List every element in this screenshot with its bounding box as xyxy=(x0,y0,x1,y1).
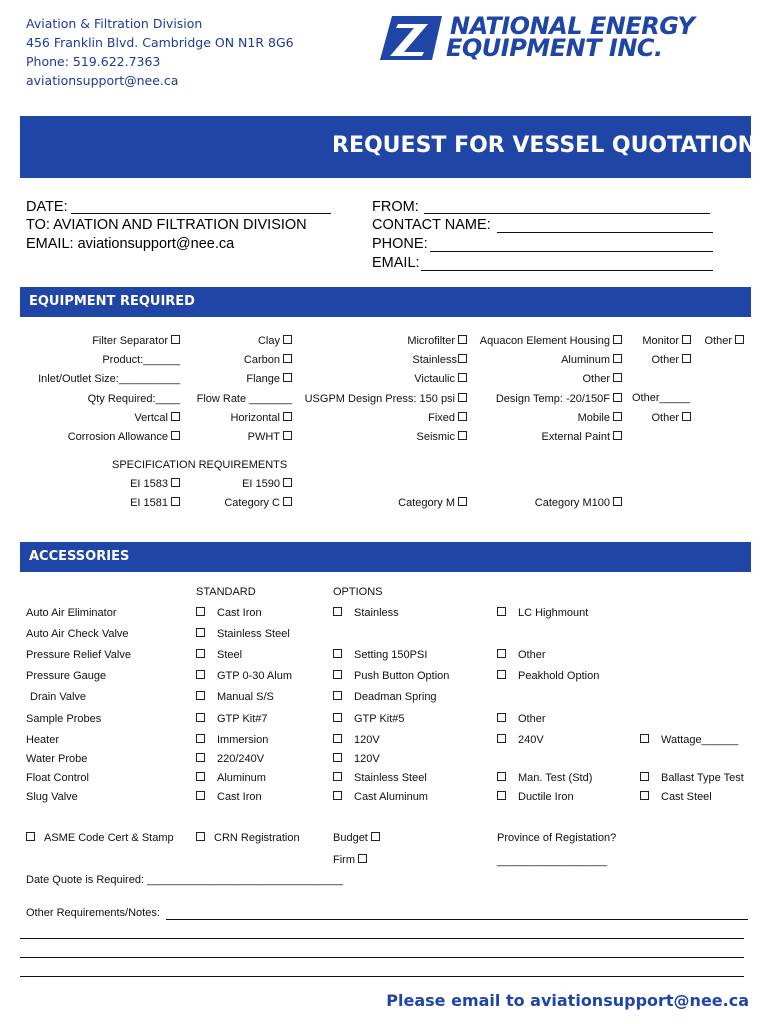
checkbox-icon xyxy=(458,393,467,402)
accessory-option-label: Immersion xyxy=(217,734,269,746)
accessory-option-label: Stainless xyxy=(354,607,399,619)
crn-option[interactable]: CRN Registration xyxy=(196,832,300,844)
checkbox-icon xyxy=(26,832,35,841)
checkbox-icon xyxy=(613,354,622,363)
contact-name-input-line[interactable] xyxy=(497,232,713,233)
checkbox-icon xyxy=(333,753,342,762)
accessory-option[interactable] xyxy=(333,753,380,765)
checkbox-icon xyxy=(458,412,467,421)
seismic-option[interactable]: Seismic xyxy=(416,431,467,443)
other-option[interactable]: Other xyxy=(651,354,691,366)
address-line: Phone: 519.622.7363 xyxy=(26,54,161,69)
accessory-label: Heater xyxy=(26,734,60,746)
from-input-line[interactable] xyxy=(424,213,710,214)
checkbox-icon xyxy=(497,713,506,722)
checkbox-icon xyxy=(458,373,467,382)
date-label: DATE: xyxy=(26,199,68,215)
accessory-option-label: Cast Iron xyxy=(217,607,262,619)
date-required-field[interactable]: Date Quote is Required: ________________________________ xyxy=(26,874,343,886)
accessory-option[interactable] xyxy=(196,670,292,682)
asme-option[interactable]: ASME Code Cert & Stamp xyxy=(26,832,174,844)
checkbox-icon xyxy=(458,335,467,344)
accessory-option[interactable] xyxy=(497,607,588,619)
accessory-option[interactable] xyxy=(196,607,262,619)
checkbox-icon xyxy=(196,791,205,800)
accessory-option[interactable] xyxy=(333,649,427,661)
from-label: FROM: xyxy=(372,199,419,215)
flow-rate-field[interactable]: Flow Rate _______ xyxy=(196,393,292,405)
equipment-title: EQUIPMENT REQUIRED xyxy=(29,294,195,309)
checkbox-icon xyxy=(171,431,180,440)
checkbox-icon xyxy=(283,478,292,487)
checkbox-icon xyxy=(171,478,180,487)
other-option[interactable]: Other xyxy=(704,335,744,347)
external-paint-option[interactable]: External Paint xyxy=(542,431,622,443)
accessory-option-label: 240V xyxy=(518,734,544,746)
corrosion-allowance-option[interactable]: Corrosion Allowance xyxy=(68,431,180,443)
checkbox-icon xyxy=(497,772,506,781)
accessory-option-label: 120V xyxy=(354,753,380,765)
checkbox-icon xyxy=(613,497,622,506)
accessory-option-label: GTP Kit#5 xyxy=(354,713,405,725)
checkbox-icon xyxy=(333,772,342,781)
checkbox-icon xyxy=(283,412,292,421)
accessory-option-label: Cast Steel xyxy=(661,791,712,803)
accessory-option[interactable] xyxy=(333,772,427,784)
checkbox-icon xyxy=(196,753,205,762)
logo-line-1: NATIONAL ENERGY xyxy=(450,12,695,40)
accessories-title: ACCESSORIES xyxy=(29,549,130,564)
aquacon-option[interactable]: Aquacon Element Housing xyxy=(480,335,622,347)
firm-option[interactable]: Firm xyxy=(333,854,367,866)
design-press-option[interactable]: USGPM Design Press: 150 psi xyxy=(305,393,467,405)
flange-option[interactable]: Flange xyxy=(246,373,292,385)
checkbox-icon xyxy=(497,607,506,616)
phone-label: PHONE: xyxy=(372,236,428,252)
other-option[interactable]: Other xyxy=(582,373,622,385)
checkbox-icon xyxy=(283,431,292,440)
accessory-option[interactable] xyxy=(333,791,428,803)
checkbox-icon xyxy=(283,335,292,344)
category-m100-option[interactable]: Category M100 xyxy=(535,497,622,509)
checkbox-icon xyxy=(196,772,205,781)
checkbox-icon xyxy=(682,412,691,421)
checkbox-icon xyxy=(640,772,649,781)
accessory-option-label: 220/240V xyxy=(217,753,265,765)
checkbox-icon xyxy=(371,832,380,841)
accessory-option[interactable] xyxy=(333,713,405,725)
ei1590-option[interactable]: EI 1590 xyxy=(242,478,292,490)
equipment-band xyxy=(20,287,751,317)
checkbox-icon xyxy=(196,670,205,679)
category-c-option[interactable]: Category C xyxy=(224,497,292,509)
checkbox-icon xyxy=(613,373,622,382)
accessory-option[interactable] xyxy=(196,691,274,703)
checkbox-icon xyxy=(171,335,180,344)
checkbox-icon xyxy=(333,713,342,722)
province-field[interactable]: __________________ xyxy=(497,855,608,867)
accessory-option[interactable] xyxy=(497,649,546,661)
notes-line[interactable] xyxy=(166,919,748,920)
accessory-option[interactable] xyxy=(196,628,290,640)
checkbox-icon xyxy=(171,412,180,421)
to-label: TO: AVIATION AND FILTRATION DIVISION xyxy=(26,217,307,233)
checkbox-icon xyxy=(613,335,622,344)
accessory-label: Water Probe xyxy=(26,753,88,765)
accessory-option-label: Ballast Type Test xyxy=(661,772,744,784)
accessory-option[interactable] xyxy=(640,791,712,803)
accessory-label: Auto Air Eliminator xyxy=(26,607,117,619)
logo-line-2: EQUIPMENT INC. xyxy=(446,34,663,62)
accessory-option[interactable] xyxy=(333,670,449,682)
pwht-option[interactable]: PWHT xyxy=(248,431,292,443)
accessory-label: Float Control xyxy=(26,772,89,784)
filter-separator-option[interactable]: Filter Separator xyxy=(92,335,180,347)
options-column-header: OPTIONS xyxy=(333,586,383,598)
checkbox-icon xyxy=(333,670,342,679)
accessory-label: Pressure Gauge xyxy=(26,670,107,682)
accessory-option-label: Aluminum xyxy=(217,772,266,784)
accessory-option-label: Stainless Steel xyxy=(217,628,290,640)
date-input-line[interactable] xyxy=(71,213,331,214)
accessory-label: Pressure Relief Valve xyxy=(26,649,131,661)
checkbox-icon xyxy=(613,431,622,440)
mobile-option[interactable]: Mobile xyxy=(578,412,622,424)
accessory-option-label: Other xyxy=(518,649,546,661)
aluminum-option[interactable]: Aluminum xyxy=(561,354,622,366)
product-field[interactable]: Product:______ xyxy=(102,354,180,366)
checkbox-icon xyxy=(283,497,292,506)
accessory-option[interactable] xyxy=(196,753,264,765)
checkbox-icon xyxy=(497,670,506,679)
checkbox-icon xyxy=(682,354,691,363)
accessory-option-label: Stainless Steel xyxy=(354,772,427,784)
carbon-option[interactable]: Carbon xyxy=(244,354,292,366)
province-label: Province of Registation? xyxy=(497,832,617,844)
accessory-option[interactable] xyxy=(333,607,399,619)
accessory-option[interactable] xyxy=(497,713,546,725)
accessory-option-label: Deadman Spring xyxy=(354,691,437,703)
accessory-option[interactable] xyxy=(196,772,266,784)
accessory-option[interactable] xyxy=(333,734,380,746)
checkbox-icon xyxy=(458,431,467,440)
accessory-option-label: GTP Kit#7 xyxy=(217,713,268,725)
checkbox-icon xyxy=(196,628,205,637)
checkbox-icon xyxy=(283,373,292,382)
checkbox-icon xyxy=(458,354,467,363)
checkbox-icon xyxy=(640,791,649,800)
accessory-option[interactable] xyxy=(196,791,262,803)
clay-option[interactable]: Clay xyxy=(258,335,292,347)
other-field[interactable]: Other_____ xyxy=(632,392,691,404)
checkbox-icon xyxy=(333,691,342,700)
spec-title: SPECIFICATION REQUIREMENTS xyxy=(112,459,288,471)
notes-line[interactable] xyxy=(20,957,744,958)
checkbox-icon xyxy=(497,791,506,800)
accessory-option[interactable] xyxy=(497,734,544,746)
accessory-option-label: Push Button Option xyxy=(354,670,450,682)
fixed-option[interactable]: Fixed xyxy=(428,412,467,424)
microfilter-option[interactable]: Microfilter xyxy=(407,335,467,347)
ei1581-option[interactable]: EI 1581 xyxy=(130,497,180,509)
budget-option[interactable]: Budget xyxy=(333,832,380,844)
title-band xyxy=(20,116,757,178)
category-m-option[interactable]: Category M xyxy=(398,497,467,509)
accessory-option[interactable] xyxy=(333,691,437,703)
accessory-option[interactable] xyxy=(497,670,599,682)
accessory-option-label: Man. Test (Std) xyxy=(518,772,593,784)
design-temp-option[interactable]: Design Temp: -20/150F xyxy=(496,393,622,405)
checkbox-icon xyxy=(613,412,622,421)
page-title: REQUEST FOR VESSEL QUOTATION xyxy=(332,133,757,158)
email-label: EMAIL: aviationsupport@nee.ca xyxy=(26,236,235,252)
checkbox-icon xyxy=(196,832,205,841)
checkbox-icon xyxy=(682,335,691,344)
other-option[interactable]: Other xyxy=(651,412,691,424)
accessory-option[interactable] xyxy=(640,734,738,746)
accessory-label: Slug Valve xyxy=(26,791,78,803)
checkbox-icon xyxy=(196,713,205,722)
accessory-option[interactable] xyxy=(497,791,574,803)
accessory-label: Sample Probes xyxy=(26,713,102,725)
vertical-option[interactable]: Vertcal xyxy=(134,412,180,424)
checkbox-icon xyxy=(333,607,342,616)
accessory-option[interactable] xyxy=(640,772,744,784)
checkbox-icon xyxy=(333,791,342,800)
accessory-option[interactable] xyxy=(196,713,268,725)
checkbox-icon xyxy=(196,607,205,616)
accessory-option-label: Other xyxy=(518,713,546,725)
checkbox-icon xyxy=(196,649,205,658)
ei1583-option[interactable]: EI 1583 xyxy=(130,478,180,490)
checkbox-icon xyxy=(497,649,506,658)
address-line: aviationsupport@nee.ca xyxy=(26,73,179,88)
accessory-option-label: Peakhold Option xyxy=(518,670,600,682)
inlet-outlet-field[interactable]: Inlet/Outlet Size:__________ xyxy=(38,373,180,385)
checkbox-icon xyxy=(283,354,292,363)
accessory-option-label: Ductile Iron xyxy=(518,791,574,803)
qty-required-field[interactable]: Qty Required:____ xyxy=(87,393,180,405)
checkbox-icon xyxy=(497,734,506,743)
accessory-option[interactable] xyxy=(196,649,242,661)
accessory-option[interactable] xyxy=(497,772,592,784)
accessory-label: Auto Air Check Valve xyxy=(26,628,129,640)
notes-line[interactable] xyxy=(20,938,744,939)
contact-name-label: CONTACT NAME: xyxy=(372,217,491,233)
checkbox-icon xyxy=(171,497,180,506)
accessories-band xyxy=(20,542,751,572)
email2-label: EMAIL: xyxy=(372,255,420,271)
accessory-option-label: GTP 0-30 Alum xyxy=(217,670,292,682)
checkbox-icon xyxy=(333,734,342,743)
checkbox-icon xyxy=(458,497,467,506)
phone-input-line[interactable] xyxy=(430,251,713,252)
checkbox-icon xyxy=(613,393,622,402)
standard-column-header: STANDARD xyxy=(196,586,256,598)
checkbox-icon xyxy=(196,734,205,743)
address-block xyxy=(26,14,294,90)
accessory-option-label: Steel xyxy=(217,649,243,661)
accessory-label: Drain Valve xyxy=(30,691,87,703)
accessory-option-label: LC Highmount xyxy=(518,607,589,619)
accessory-option-label: Setting 150PSI xyxy=(354,649,428,661)
email2-input-line[interactable] xyxy=(421,270,713,271)
victaulic-option[interactable]: Victaulic xyxy=(414,373,467,385)
horizontal-option[interactable]: Horizontal xyxy=(230,412,292,424)
monitor-option[interactable]: Monitor xyxy=(642,335,691,347)
checkbox-icon xyxy=(640,734,649,743)
accessory-option-label: Cast Aluminum xyxy=(354,791,428,803)
notes-line[interactable] xyxy=(20,976,744,977)
accessory-option-label: Cast Iron xyxy=(217,791,262,803)
other-notes-label: Other Requirements/Notes: xyxy=(26,907,160,919)
email-instruction: Please email to aviationsupport@nee.ca xyxy=(386,991,749,1010)
accessory-option[interactable] xyxy=(196,734,268,746)
accessory-option-label: Wattage______ xyxy=(661,734,739,746)
checkbox-icon xyxy=(333,649,342,658)
checkbox-icon xyxy=(358,854,367,863)
accessory-option-label: Manual S/S xyxy=(217,691,274,703)
checkbox-icon xyxy=(735,335,744,344)
accessory-option-label: 120V xyxy=(354,734,380,746)
company-logo xyxy=(380,14,752,62)
stainless-option[interactable]: Stainless xyxy=(412,354,467,366)
checkbox-icon xyxy=(196,691,205,700)
address-line: 456 Franklin Blvd. Cambridge ON N1R 8G6 xyxy=(26,35,294,50)
address-line: Aviation & Filtration Division xyxy=(26,16,203,31)
